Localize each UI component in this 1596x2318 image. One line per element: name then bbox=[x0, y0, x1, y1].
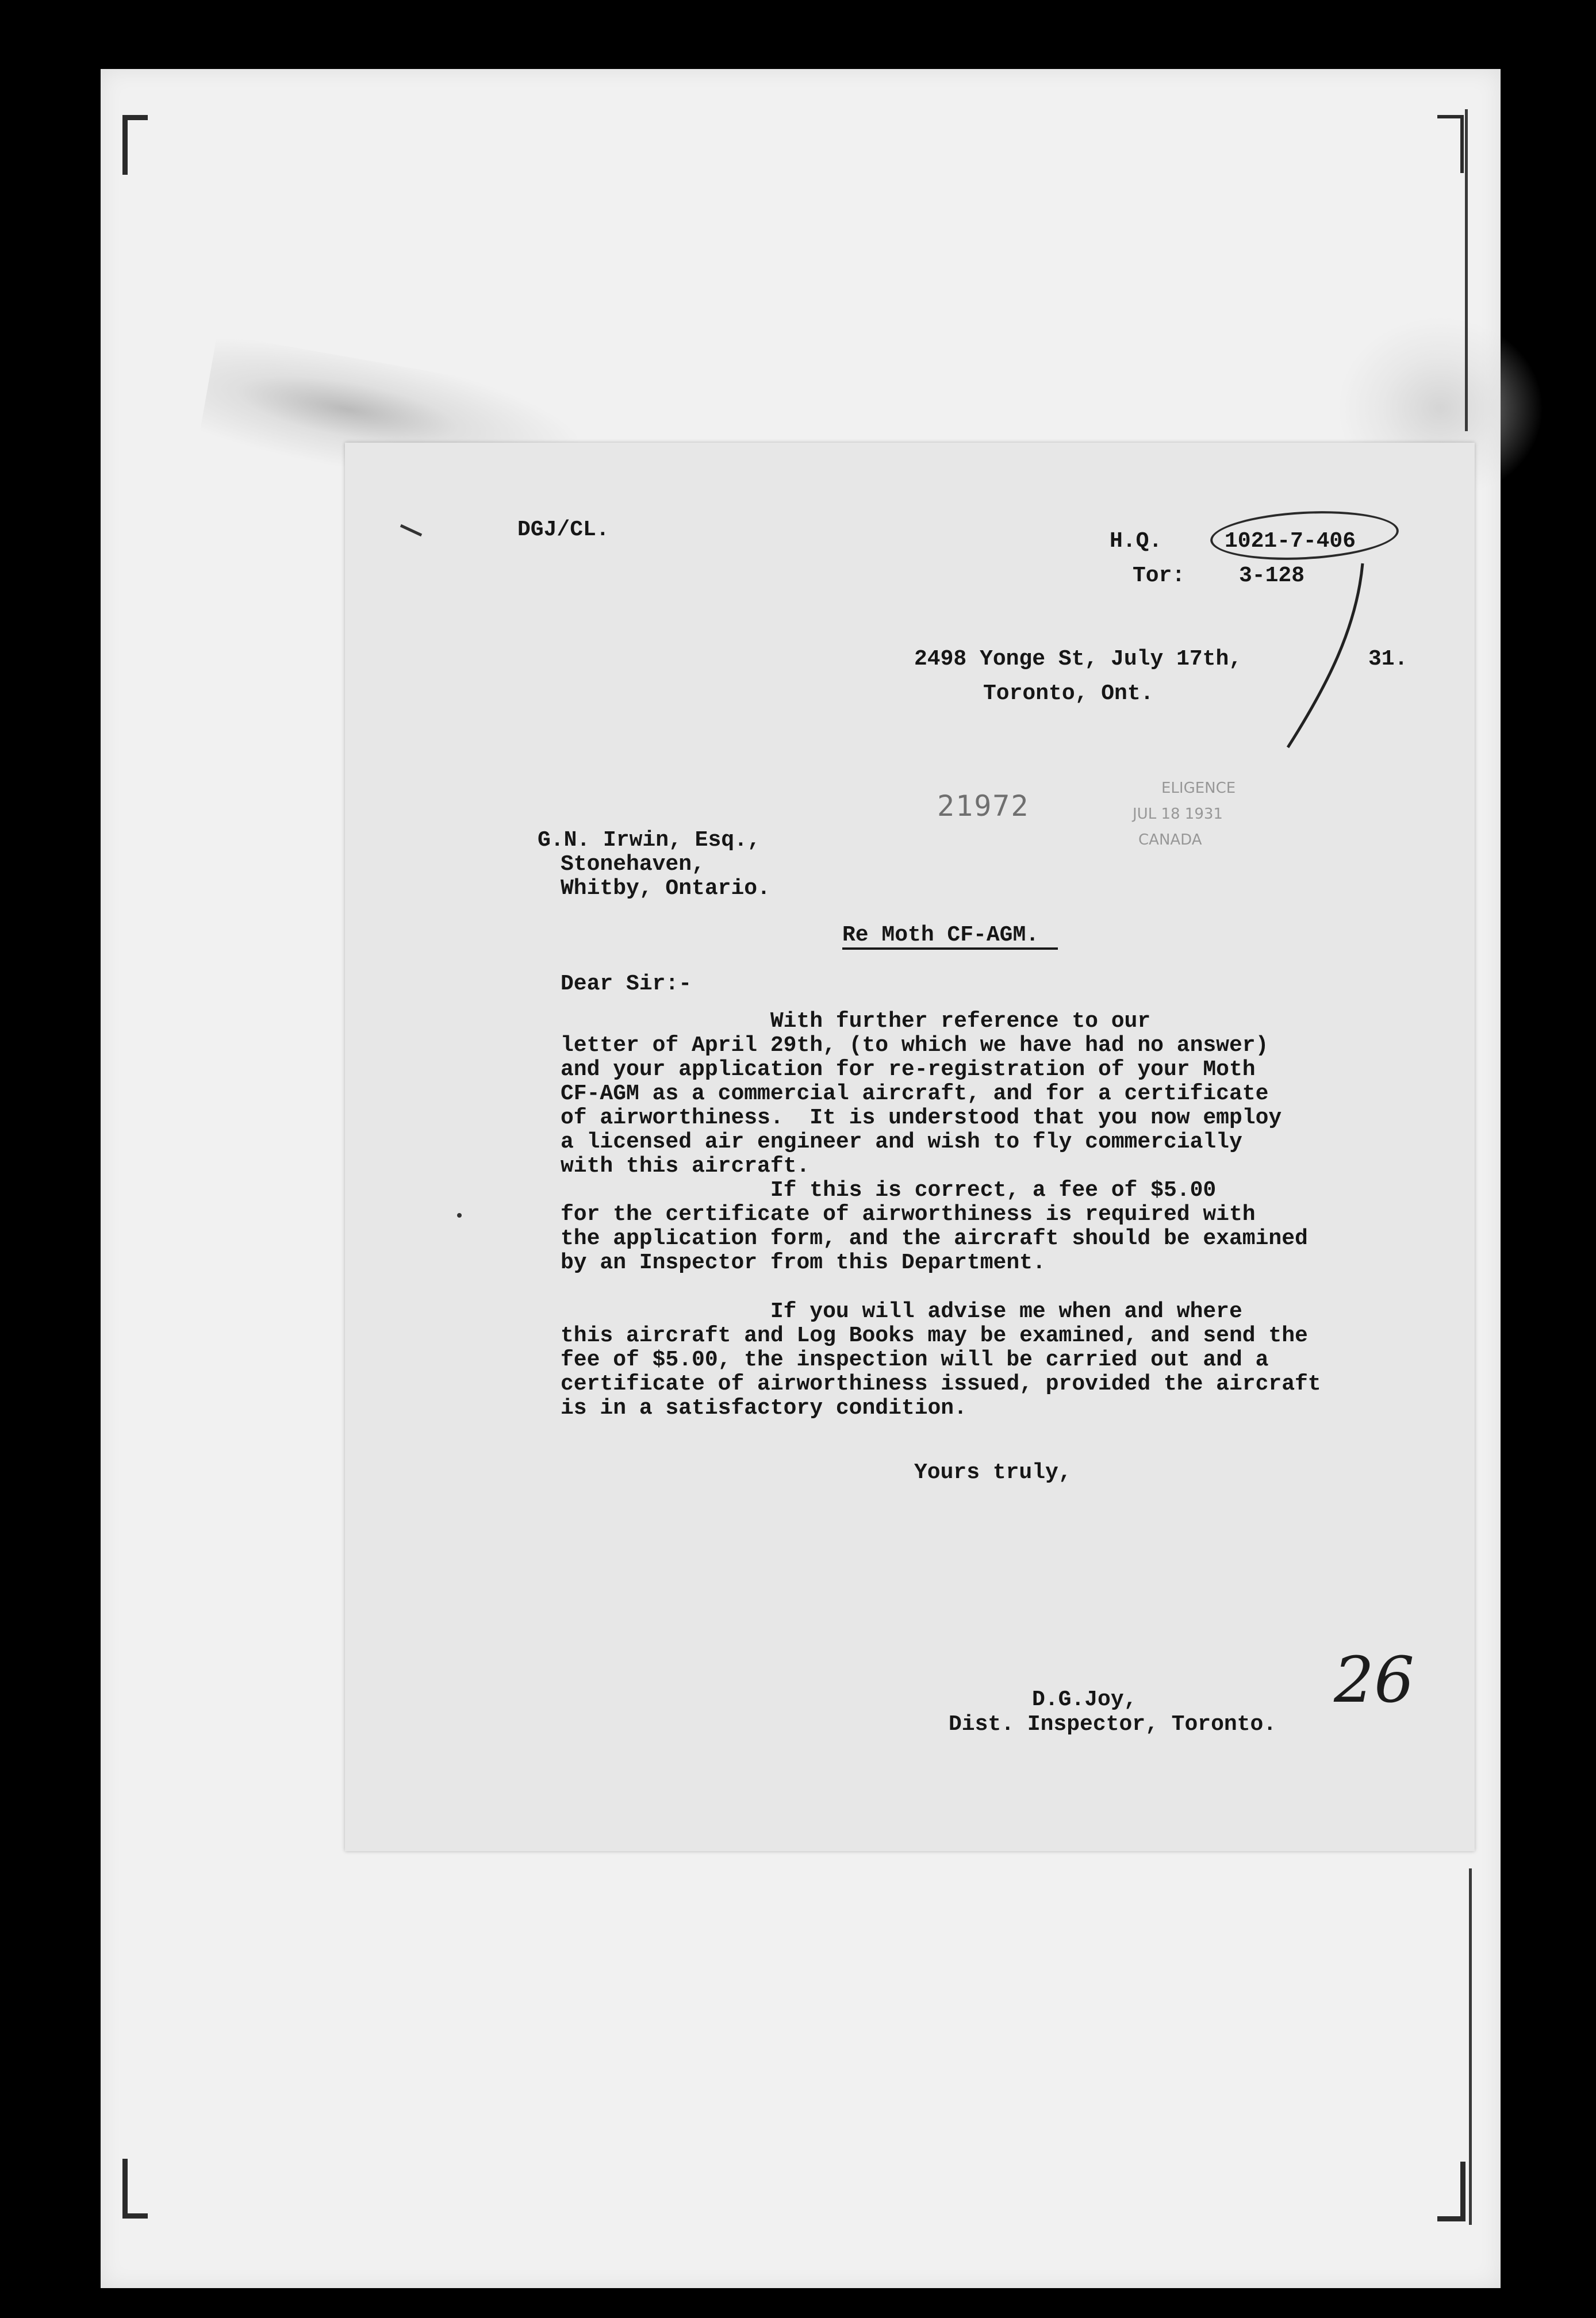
letter-year: 31. bbox=[1368, 647, 1408, 671]
letter-subject: Re Moth CF-AGM. bbox=[842, 923, 1039, 947]
sender-address: 2498 Yonge St, July 17th, bbox=[914, 647, 1242, 671]
body-line: is in a satisfactory condition. bbox=[561, 1396, 967, 1421]
body-line: If this is correct, a fee of $5.00 bbox=[561, 1178, 1217, 1203]
body-line: and your application for re-registration of your Moth bbox=[561, 1057, 1256, 1082]
ink-dot bbox=[457, 1213, 462, 1218]
hq-reference: 1021-7-406 bbox=[1225, 529, 1356, 554]
tor-label: Tor: bbox=[1133, 563, 1186, 588]
hq-label: H.Q. bbox=[1110, 529, 1163, 554]
crop-mark-top-left bbox=[122, 115, 148, 175]
body-line: With further reference to our bbox=[561, 1009, 1151, 1034]
crop-mark-bottom-right bbox=[1437, 2162, 1465, 2221]
handwritten-page-number: 26 bbox=[1334, 1643, 1414, 1717]
page-edge-line bbox=[1465, 109, 1468, 431]
tor-reference: 3-128 bbox=[1239, 563, 1305, 588]
body-line: for the certificate of airworthiness is required with bbox=[561, 1202, 1256, 1227]
recipient-address-line: Whitby, Ontario. bbox=[561, 876, 770, 901]
pencil-tick bbox=[400, 524, 422, 536]
body-line: of airworthiness. It is understood that you now employ bbox=[561, 1106, 1282, 1130]
salutation: Dear Sir:- bbox=[561, 972, 692, 996]
body-line: letter of April 29th, (to which we have had no answer) bbox=[561, 1033, 1269, 1058]
body-line: the application form, and the aircraft should be examined bbox=[561, 1226, 1308, 1251]
body-line: certificate of airworthiness issued, provided the aircraft bbox=[561, 1372, 1321, 1396]
pencil-stroke bbox=[1276, 558, 1374, 759]
body-line: If you will advise me when and where bbox=[561, 1299, 1242, 1324]
signer-name: D.G.Joy, bbox=[1032, 1687, 1137, 1712]
body-line: this aircraft and Log Books may be examined, and send the bbox=[561, 1323, 1308, 1348]
sender-city: Toronto, Ont. bbox=[983, 681, 1154, 706]
letter-page bbox=[345, 443, 1475, 1851]
file-stamp-number: 21972 bbox=[937, 789, 1030, 823]
received-stamp bbox=[1115, 776, 1288, 862]
crop-mark-bottom-left bbox=[122, 2159, 148, 2219]
body-line: fee of $5.00, the inspection will be carried out and a bbox=[561, 1348, 1269, 1372]
signer-title: Dist. Inspector, Toronto. bbox=[949, 1712, 1277, 1737]
received-stamp-date: JUL 18 1931 bbox=[1133, 805, 1223, 823]
recipient-name: G.N. Irwin, Esq., bbox=[538, 828, 761, 853]
page-edge-line bbox=[1469, 1868, 1472, 2225]
received-stamp-line3: CANADA bbox=[1138, 831, 1202, 849]
body-line: CF-AGM as a commercial aircraft, and for a certificate bbox=[561, 1081, 1269, 1106]
initials: DGJ/CL. bbox=[517, 517, 609, 542]
recipient-address-line: Stonehaven, bbox=[561, 852, 705, 877]
body-line: with this aircraft. bbox=[561, 1154, 810, 1179]
body-line: a licensed air engineer and wish to fly commercially bbox=[561, 1130, 1242, 1154]
crop-mark-top-right bbox=[1437, 115, 1464, 173]
body-line: by an Inspector from this Department. bbox=[561, 1250, 1046, 1275]
subject-underline bbox=[842, 947, 1058, 950]
received-stamp-line1: ELIGENCE bbox=[1161, 780, 1236, 797]
closing: Yours truly, bbox=[914, 1460, 1072, 1485]
